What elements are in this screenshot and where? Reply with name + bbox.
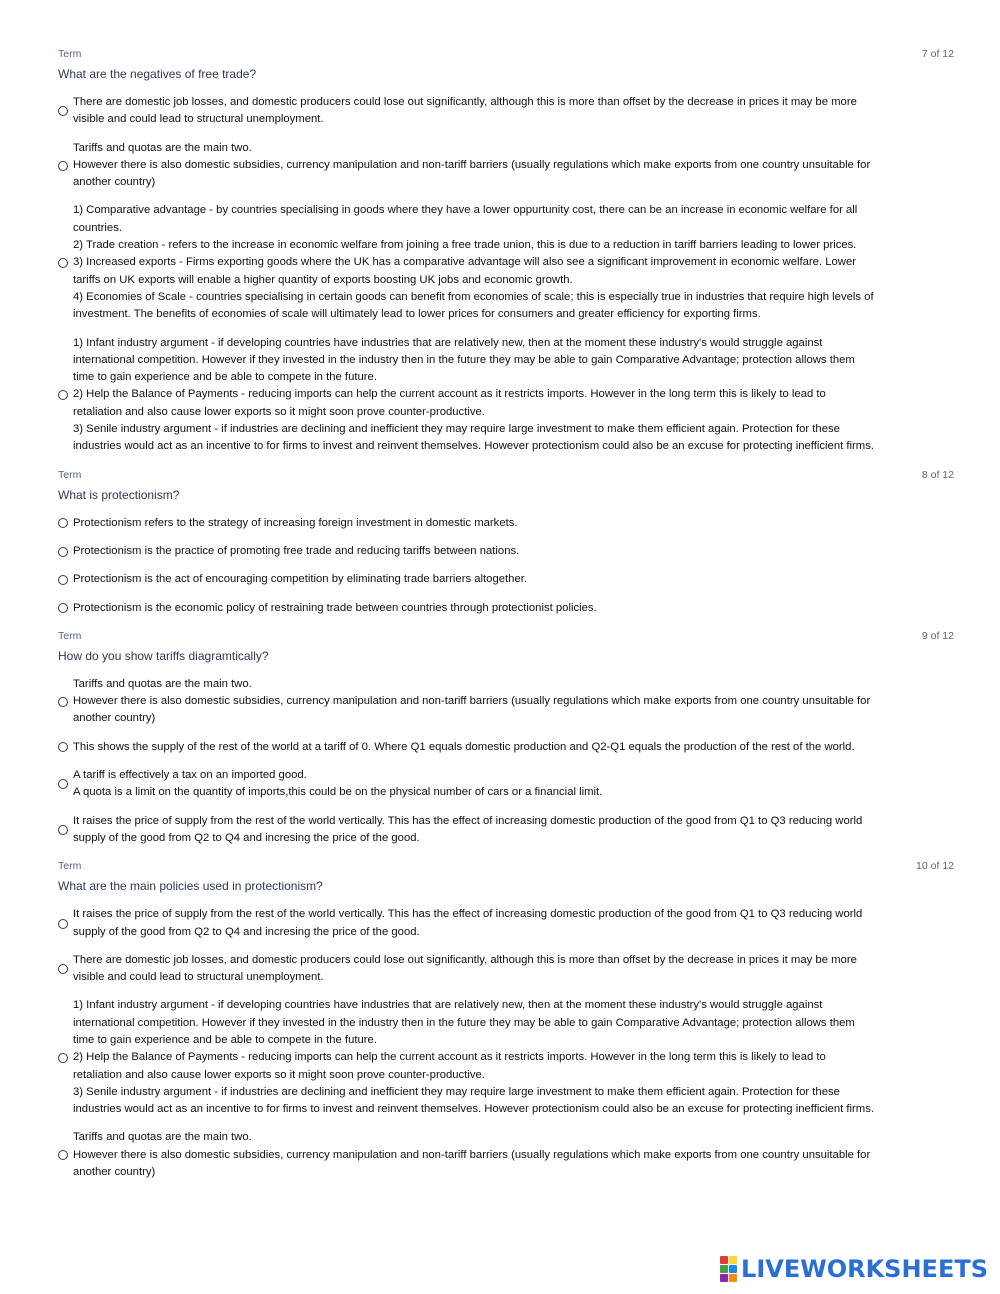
radio-button[interactable] — [58, 742, 68, 752]
radio-button[interactable] — [58, 106, 68, 116]
radio-button[interactable] — [58, 603, 68, 613]
answer-option[interactable] — [58, 1129, 954, 1181]
answer-option[interactable] — [58, 813, 954, 848]
question-text: What are the negatives of free trade? — [58, 67, 257, 81]
radio-button[interactable] — [58, 964, 68, 974]
logo-tile — [729, 1256, 737, 1264]
question-text: How do you show tariffs diagramtically? — [58, 648, 269, 663]
answer-option[interactable] — [58, 906, 954, 941]
answer-option[interactable] — [58, 767, 954, 802]
answer-option-text: There are domestic job losses, and domestic producers could lose out significantly, although this is more than offset by the decrease in prices it may be more visible and could lead to structural unemployment. — [73, 96, 857, 126]
brand-name: LIVEWORKSHEETS — [741, 1255, 988, 1283]
answer-option[interactable] — [58, 997, 954, 1118]
answer-option-text: Tariffs and quotas are the main two. However there is also domestic subsidies, currency manipulation and non-tariff barriers (usually regulations which make exports from one country unsuitable for another country) — [73, 141, 871, 189]
answer-option-text: There are domestic job losses, and domestic producers could lose out significantly, although this is more than offset by the decrease in prices it may be more visible and could lead to structural unemployment. — [73, 953, 857, 984]
logo-tile — [720, 1274, 728, 1282]
answer-option-text: 1) Comparative advantage - by countries specialising in goods where they have a lower oppurtunity cost, there can be an increase in economic welfare for all countries. 2) Trade creation - refers to the increase in economic welfare from joining a free trade union, this is due to a reduction in tariff barriers leading to lower prices. 3) Increased exports - Firms exporting goods where the UK has a comparative advantage will also see a significant improvement in economic welfare. Lower tariffs on UK exports will enable a higher quantity of exports boosting UK jobs and economic growth. 4) Economies of Scale - countries specialising in certain goods can benefit from economies of scale; this is especially true in industries that require high levels of investment. The benefits of economies of scale will ultimately lead to lower prices for consumers and greater efficiency for exporting firms. — [73, 204, 874, 321]
answer-option[interactable] — [58, 952, 954, 987]
question-counter: 7 of 12 — [921, 48, 954, 60]
radio-button[interactable] — [58, 390, 68, 400]
answer-option-text: 1) Infant industry argument - if developing countries have industries that are relatively new, then at the moment these industry's would struggle against international competition. However if they invested in the industry then in the future they may be able to gain Comparative Advantage; protection allows them time to gain experience and be able to compete in the future. 2) Help the Balance of Payments - reducing imports can help the current account as it restricts imports. However in the long term this is likely to lead to retaliation and also cause lower exports so it might soon prove counter-productive. 3) Senile industry argument - if industries are declining and inefficient they may require large investment to make them efficient again. Protection for these industries would act as an incentive to for firms to invest and reinvent themselves. However protectionism could also be an excuse for protecting inefficient firms. — [73, 999, 874, 1116]
logo-mark-icon — [720, 1256, 737, 1282]
logo-tile — [729, 1274, 737, 1282]
radio-button[interactable] — [58, 547, 68, 557]
answer-option-text: Protectionism is the economic policy of restraining trade between countries through protectionist policies. — [73, 601, 597, 614]
question-block-10 — [58, 858, 954, 1181]
answer-option[interactable] — [58, 94, 954, 129]
radio-button[interactable] — [58, 161, 68, 171]
answer-option-text: Protectionism is the practice of promoting free trade and reducing tariffs between nations. — [73, 544, 520, 557]
question-text: What are the main policies used in protectionism? — [58, 879, 323, 894]
logo-tile — [720, 1256, 728, 1264]
answer-option-text: Protectionism refers to the strategy of increasing foreign investment in domestic markets. — [73, 516, 518, 529]
answer-option-text: This shows the supply of the rest of the world at a tariff of 0. Where Q1 equals domestic production and Q2-Q1 equals the production of the rest of the world. — [73, 740, 855, 753]
answer-option-text: It raises the price of supply from the rest of the world vertically. This has the effect of increasing domestic production of the good from Q1 to Q3 reducing world supply of the good from Q2 to Q4 and incresing the price of the good. — [73, 814, 863, 844]
term-label: Term — [58, 48, 82, 60]
logo-tile — [729, 1265, 737, 1273]
radio-button[interactable] — [58, 1150, 68, 1160]
liveworksheets-logo — [720, 1256, 988, 1282]
answer-option-text: Tariffs and quotas are the main two. However there is also domestic subsidies, currency manipulation and non-tariff barriers (usually regulations which make exports from one country unsuitable for another country) — [73, 677, 871, 725]
logo-tile — [720, 1265, 728, 1273]
radio-button[interactable] — [58, 779, 68, 789]
answer-option[interactable] — [58, 140, 954, 192]
answer-option-text: Tariffs and quotas are the main two. However there is also domestic subsidies, currency manipulation and non-tariff barriers (usually regulations which make exports from one country unsuitable for another country) — [73, 1131, 871, 1179]
term-label: Term — [58, 860, 82, 873]
answer-option[interactable] — [58, 335, 954, 456]
term-label: Term — [58, 629, 82, 642]
radio-button[interactable] — [58, 697, 68, 707]
radio-button[interactable] — [58, 825, 68, 835]
question-block-9 — [58, 628, 954, 847]
radio-button[interactable] — [58, 919, 68, 929]
answer-option-text: A tariff is effectively a tax on an imported good. A quota is a limit on the quantity of imports,this could be on the physical number of cars or a financial limit. — [73, 769, 603, 799]
answer-option[interactable] — [58, 600, 954, 617]
answer-option-text: It raises the price of supply from the rest of the world vertically. This has the effect of increasing domestic production of the good from Q1 to Q3 reducing world supply of the good from Q2 to Q4 and incresing the price of the good. — [73, 908, 863, 938]
question-block-7 — [58, 46, 954, 456]
answer-option[interactable] — [58, 515, 954, 532]
question-counter: 8 of 12 — [921, 468, 954, 481]
answer-option[interactable] — [58, 571, 954, 588]
answer-option-text: 1) Infant industry argument - if developing countries have industries that are relatively new, then at the moment these industry's would struggle against international competition. However if they invested in the industry then in the future they may be able to gain Comparative Advantage; protection allows them time to gain experience and be able to compete in the future. 2) Help the Balance of Payments - reducing imports can help the current account as it restricts imports. However in the long term this is likely to lead to retaliation and also cause lower exports so it might soon prove counter-productive. 3) Senile industry argument - if industries are declining and inefficient they may require large investment to make them efficient again. Protection for these industries would act as an incentive to for firms to invest and reinvent themselves. However protectionism could also be an excuse for protecting inefficient firms. — [73, 336, 874, 453]
radio-button[interactable] — [58, 575, 68, 585]
answer-option[interactable] — [58, 543, 954, 560]
question-counter: 9 of 12 — [921, 629, 954, 642]
radio-button[interactable] — [58, 258, 68, 268]
radio-button[interactable] — [58, 518, 68, 528]
question-block-8 — [58, 467, 954, 617]
term-label: Term — [58, 468, 82, 481]
question-counter: 10 of 12 — [916, 860, 954, 873]
answer-option[interactable] — [58, 202, 954, 323]
worksheet — [58, 46, 954, 1192]
answer-option[interactable] — [58, 676, 954, 728]
radio-button[interactable] — [58, 1053, 68, 1063]
answer-option[interactable] — [58, 739, 954, 756]
answer-option-text: Protectionism is the act of encouraging competition by eliminating trade barriers altogether. — [73, 573, 527, 586]
question-text: What is protectionism? — [58, 487, 180, 502]
